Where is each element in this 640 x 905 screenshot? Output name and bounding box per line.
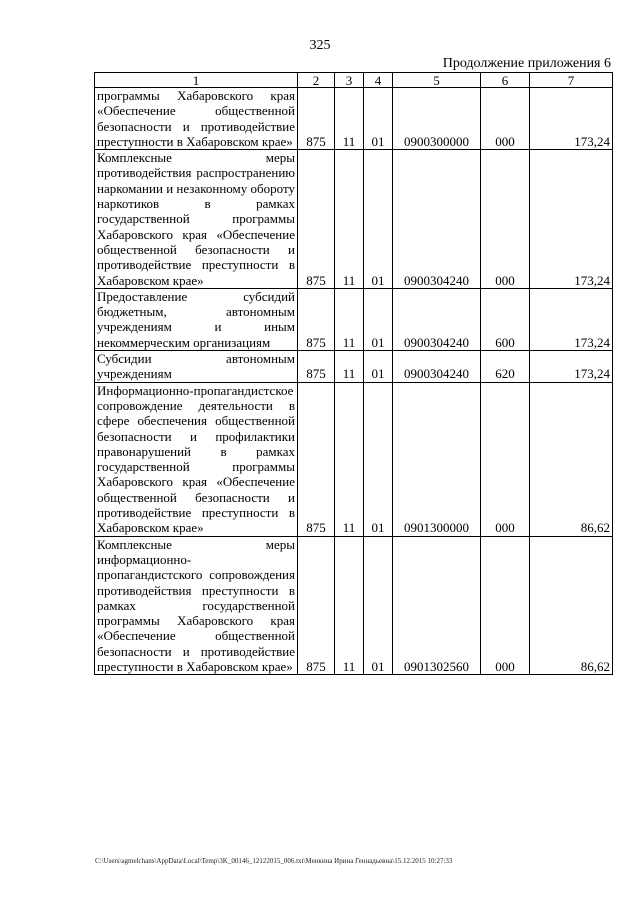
subsection-code: 01 [364,288,393,350]
table-row [95,382,613,536]
budget-table [94,72,613,675]
amount: 173,24 [530,288,613,350]
subsection-code: 01 [364,88,393,150]
section-code: 11 [335,88,364,150]
section-code: 11 [335,382,364,536]
amount: 173,24 [530,88,613,150]
amount: 86,62 [530,382,613,536]
target-article-code: 0900304240 [393,351,481,383]
row-description: Информационно-пропагандистское сопровождение деятельности в сфере обеспечения общественной безопасности и профилактики правонарушений в рамках государственной программы Хабаровского края «Обеспечение общественной безопасности и противодействие преступности в Хабаровском крае» [95,382,298,536]
expense-type-code: 600 [481,288,530,350]
column-header: 3 [335,73,364,88]
column-header: 2 [298,73,335,88]
target-article-code: 0900304240 [393,288,481,350]
table-header-row [95,73,613,88]
target-article-code: 0900304240 [393,150,481,289]
expense-type-code: 000 [481,150,530,289]
ministry-code: 875 [298,150,335,289]
row-description: Субсидии автономным учреждениям [95,351,298,383]
ministry-code: 875 [298,351,335,383]
row-description: Комплексные меры противодействия распространению наркомании и незаконному обороту наркотиков в рамках государственной программы Хабаровского края «Обеспечение общественной безопасности и противодействие преступности в Хабаровском крае» [95,150,298,289]
table-row [95,88,613,150]
target-article-code: 0901300000 [393,382,481,536]
file-path-footer: C:\Users\agmelchans\AppData\Local\Temp\3K_00146_12122015_006.txt\Менкина Ирина Геннадьевна\15.12.2015 10:27:33 [95,857,453,865]
table-row [95,150,613,289]
expense-type-code: 000 [481,536,530,675]
subsection-code: 01 [364,382,393,536]
subsection-code: 01 [364,536,393,675]
target-article-code: 0901302560 [393,536,481,675]
amount: 173,24 [530,351,613,383]
ministry-code: 875 [298,288,335,350]
section-code: 11 [335,351,364,383]
column-header: 6 [481,73,530,88]
table-row [95,288,613,350]
ministry-code: 875 [298,536,335,675]
ministry-code: 875 [298,382,335,536]
table-row [95,351,613,383]
section-code: 11 [335,536,364,675]
expense-type-code: 000 [481,382,530,536]
column-header: 1 [95,73,298,88]
amount: 86,62 [530,536,613,675]
row-description: Комплексные меры информационно-пропагандистского сопровождения противодействия преступности в рамках государственной программы Хабаровского края «Обеспечение общественной безопасности и противодействие преступности в Хабаровском крае» [95,536,298,675]
expense-type-code: 620 [481,351,530,383]
section-code: 11 [335,288,364,350]
column-header: 5 [393,73,481,88]
table-row [95,536,613,675]
amount: 173,24 [530,150,613,289]
subsection-code: 01 [364,150,393,289]
column-header: 7 [530,73,613,88]
page-number: 325 [309,38,331,53]
target-article-code: 0900300000 [393,88,481,150]
appendix-continuation-note: Продолжение приложения 6 [442,56,611,71]
ministry-code: 875 [298,88,335,150]
row-description: программы Хабаровского края «Обеспечение общественной безопасности и противодействие преступности в Хабаровском крае» [95,88,298,150]
subsection-code: 01 [364,351,393,383]
section-code: 11 [335,150,364,289]
expense-type-code: 000 [481,88,530,150]
column-header: 4 [364,73,393,88]
row-description: Предоставление субсидий бюджетным, автономным учреждениям и иным некоммерческим организациям [95,288,298,350]
